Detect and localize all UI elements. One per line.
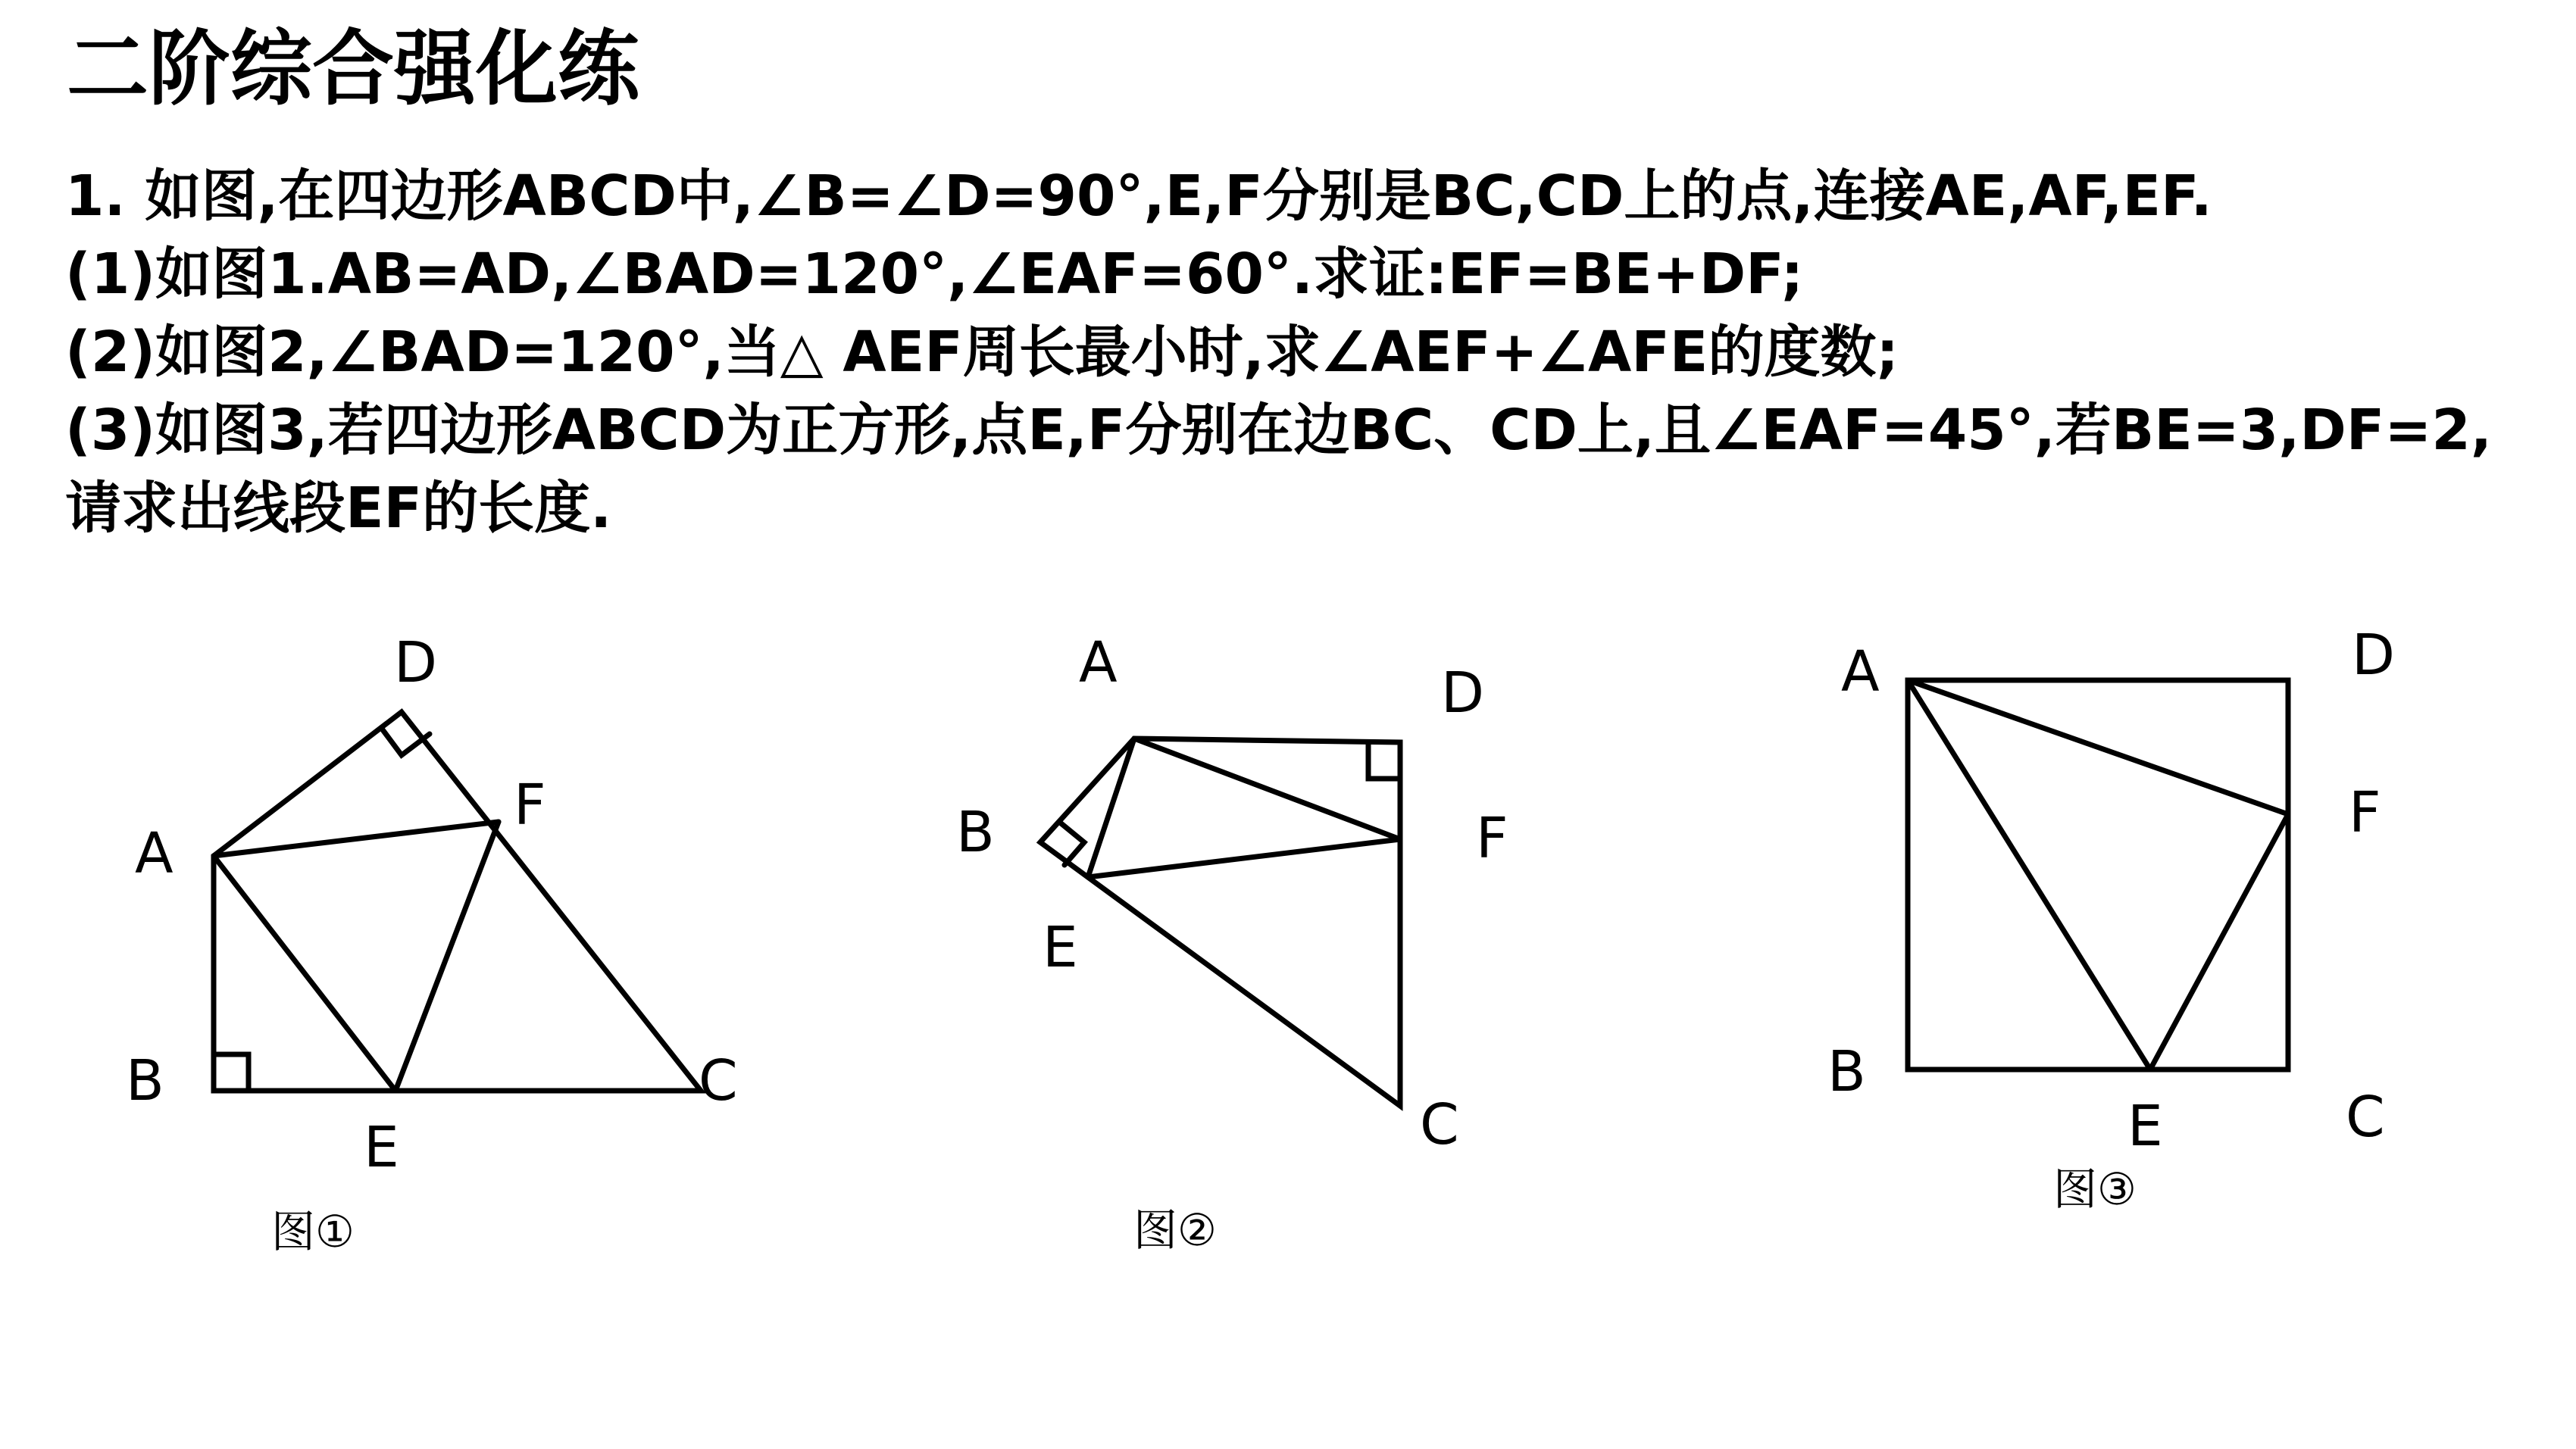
problem-part-3-continued: 请求出线段EF的长度. bbox=[65, 476, 612, 541]
fig3-caption: 图③ bbox=[2053, 1163, 2137, 1215]
fig1-label-d: D bbox=[394, 630, 437, 695]
fig3-label-f: F bbox=[2349, 780, 2381, 845]
fig2-right-angle-d bbox=[1368, 742, 1400, 779]
fig1-quadrilateral-abcd bbox=[214, 712, 701, 1091]
fig1-segment-af bbox=[214, 822, 499, 856]
fig3-label-b: B bbox=[1827, 1039, 1866, 1104]
problem-part-3: (3)如图3,若四边形ABCD为正方形,点E,F分别在边BC、CD上,且∠EAF=45°,若BE=3,DF=2, bbox=[65, 398, 2492, 463]
fig1-label-e: E bbox=[364, 1115, 399, 1180]
fig2-label-b: B bbox=[956, 800, 995, 865]
fig2-label-c: C bbox=[1420, 1092, 1459, 1157]
fig3-label-a: A bbox=[1841, 639, 1880, 704]
fig2-label-d: D bbox=[1441, 660, 1484, 726]
figure-2 bbox=[956, 630, 1508, 1256]
fig1-caption: 图① bbox=[271, 1206, 355, 1257]
fig1-label-f: F bbox=[514, 773, 546, 838]
fig1-segment-ef bbox=[395, 822, 499, 1091]
fig2-segment-ef bbox=[1088, 839, 1400, 877]
fig2-label-f: F bbox=[1476, 806, 1508, 871]
problem-part-1: (1)如图1.AB=AD,∠BAD=120°,∠EAF=60°.求证:EF=BE+DF; bbox=[65, 242, 1804, 307]
page-title: 二阶综合强化练 bbox=[67, 22, 640, 117]
figure-3 bbox=[1827, 623, 2395, 1215]
fig2-label-e: E bbox=[1043, 915, 1078, 980]
fig3-segment-ae bbox=[1908, 680, 2150, 1070]
fig3-label-d: D bbox=[2352, 623, 2395, 688]
fig2-quadrilateral-abcd bbox=[1040, 739, 1400, 1106]
fig2-label-a: A bbox=[1079, 630, 1118, 695]
fig1-label-b: B bbox=[126, 1048, 164, 1113]
fig2-segment-af bbox=[1134, 739, 1400, 839]
problem-part-2: (2)如图2,∠BAD=120°,当△ AEF周长最小时,求∠AEF+∠AFE的度数; bbox=[65, 320, 1899, 385]
fig3-label-e: E bbox=[2127, 1094, 2163, 1159]
fig3-square-abcd bbox=[1908, 680, 2288, 1070]
fig2-caption: 图② bbox=[1133, 1204, 1217, 1256]
figure-1 bbox=[126, 630, 738, 1257]
fig3-segment-ef bbox=[2150, 814, 2288, 1070]
problem-intro-line: 1. 如图,在四边形ABCD中,∠B=∠D=90°,E,F分别是BC,CD上的点,连接AE,AF,EF. bbox=[65, 164, 2212, 229]
fig1-right-angle-d bbox=[382, 729, 430, 755]
fig2-segment-ae bbox=[1088, 739, 1134, 877]
fig1-label-c: C bbox=[699, 1048, 738, 1113]
fig1-right-angle-b bbox=[214, 1054, 249, 1091]
fig3-segment-af bbox=[1908, 680, 2288, 814]
fig1-label-a: A bbox=[135, 821, 174, 886]
fig3-label-c: C bbox=[2346, 1085, 2385, 1150]
